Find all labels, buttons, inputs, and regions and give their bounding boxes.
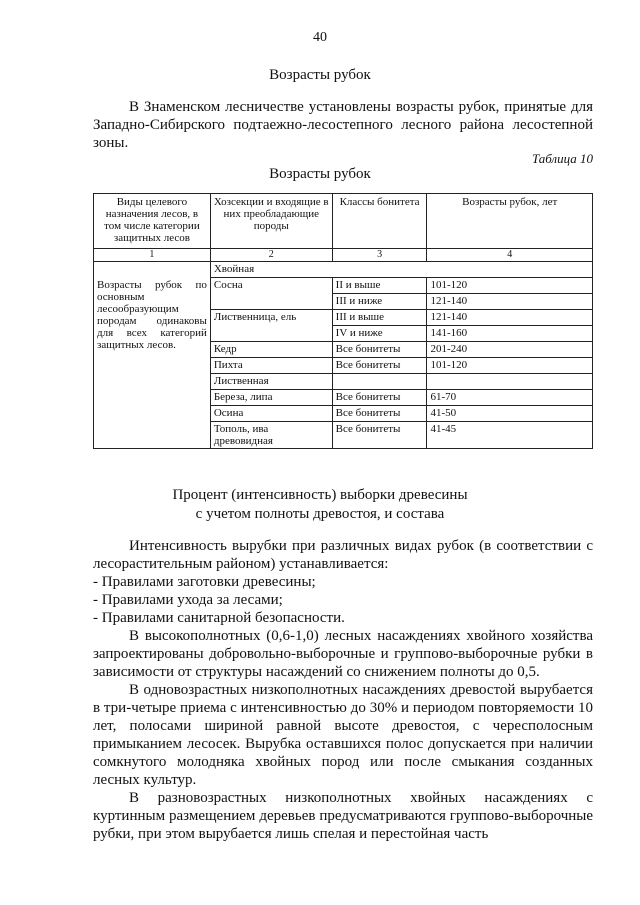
- header-cell: Хозсекции и входящие в них преобладающие породы: [210, 194, 332, 249]
- age-cell: [427, 374, 593, 390]
- age-cell: 201-240: [427, 342, 593, 358]
- header-cell: Классы бонитета: [332, 194, 427, 249]
- age-cell: 41-45: [427, 422, 593, 449]
- list-item: - Правилами ухода за лесами;: [93, 592, 283, 608]
- column-number: 2: [210, 249, 332, 262]
- table-title: Возрасты рубок: [269, 166, 371, 182]
- age-cell: 41-50: [427, 406, 593, 422]
- bonitet-cell: Все бонитеты: [332, 406, 427, 422]
- species-cell: Тополь, ива древовидная: [210, 422, 332, 449]
- high-density-paragraph: В высокополнотных (0,6-1,0) лесных насаждениях хвойного хозяйства запроектированы добровольно-выборочные и группово-выборочные рубки в зависимости от структуры насаждений со снижением полноты до 0,5.: [93, 628, 593, 680]
- even-aged-paragraph: В одновозрастных низкополнотных насаждениях древостой вырубается в три-четыре приема с интенсивностью до 30% и периодом повторяемости 10 лет, полосами шириной равной высоте древостоя, с чересполосным примыканием лесосек. Вырубка оставшихся полос допускается при наличии сомкнутого молодняка хвойных пород или после смыкания созданных лесных культур.: [93, 682, 593, 788]
- table-row: [94, 278, 593, 294]
- age-cell: [427, 262, 593, 278]
- header-cell: Виды целевого назначения лесов, в том числе категории защитных лесов: [94, 194, 211, 249]
- bonitet-cell: Все бонитеты: [332, 342, 427, 358]
- forest-purpose-cell: Возрасты рубок по основным лесообразующим породам одинаковы для всех категорий защитных лесов.: [94, 278, 211, 449]
- species-cell: Осина: [210, 406, 332, 422]
- bonitet-cell: Все бонитеты: [332, 422, 427, 449]
- bonitet-cell: III и ниже: [332, 294, 427, 310]
- intro-paragraph: В Знаменском лесничестве установлены возрасты рубок, принятые для Западно-Сибирского подтаежно-лесостепного лесного района лесостепной зоны.: [93, 99, 593, 151]
- empty-cell: [94, 262, 211, 278]
- intensity-paragraph: Интенсивность вырубки при различных видах рубок (в соответствии с лесорастительным районом) устанавливается:: [93, 538, 593, 572]
- bonitet-cell: Все бонитеты: [332, 390, 427, 406]
- section2-title: [0, 486, 640, 524]
- list-item: - Правилами санитарной безопасности.: [93, 610, 345, 626]
- bonitet-cell: IV и ниже: [332, 326, 427, 342]
- bonitet-cell: Все бонитеты: [332, 358, 427, 374]
- cutting-ages-table: [93, 193, 593, 449]
- section2-title-line: с учетом полноты древостоя, и состава: [195, 506, 445, 522]
- age-cell: 61-70: [427, 390, 593, 406]
- species-cell: Сосна: [210, 278, 332, 310]
- species-cell: Береза, липа: [210, 390, 332, 406]
- column-number: 4: [427, 249, 593, 262]
- bonitet-cell: [332, 262, 427, 278]
- header-cell: Возрасты рубок, лет: [427, 194, 593, 249]
- species-cell: Лиственная: [210, 374, 332, 390]
- uneven-aged-paragraph: В разновозрастных низкополнотных хвойных насаждениях с куртинным размещением деревьев предусматриваются группово-выборочные рубки, при этом вырубается лишь спелая и перестойная часть: [93, 790, 593, 842]
- age-cell: 101-120: [427, 358, 593, 374]
- section-title: Возрасты рубок: [269, 67, 371, 83]
- species-cell: Кедр: [210, 342, 332, 358]
- bonitet-cell: II и выше: [332, 278, 427, 294]
- list-item: - Правилами заготовки древесины;: [93, 574, 316, 590]
- bonitet-cell: [332, 374, 427, 390]
- column-number-row: [94, 249, 593, 262]
- column-number: 3: [332, 249, 427, 262]
- table-row: [94, 262, 593, 278]
- rules-list: [93, 573, 593, 627]
- age-cell: 121-140: [427, 310, 593, 326]
- species-cell: Пихта: [210, 358, 332, 374]
- bonitet-cell: III и выше: [332, 310, 427, 326]
- age-cell: 101-120: [427, 278, 593, 294]
- table-header-row: [94, 194, 593, 249]
- age-cell: 141-160: [427, 326, 593, 342]
- species-cell: Хвойная: [210, 262, 332, 278]
- species-cell: Лиственница, ель: [210, 310, 332, 342]
- table-note: Таблица 10: [531, 151, 593, 166]
- column-number: 1: [94, 249, 211, 262]
- age-cell: 121-140: [427, 294, 593, 310]
- section2-title-line: Процент (интенсивность) выборки древесины: [172, 487, 468, 503]
- page-number: 40: [313, 30, 327, 45]
